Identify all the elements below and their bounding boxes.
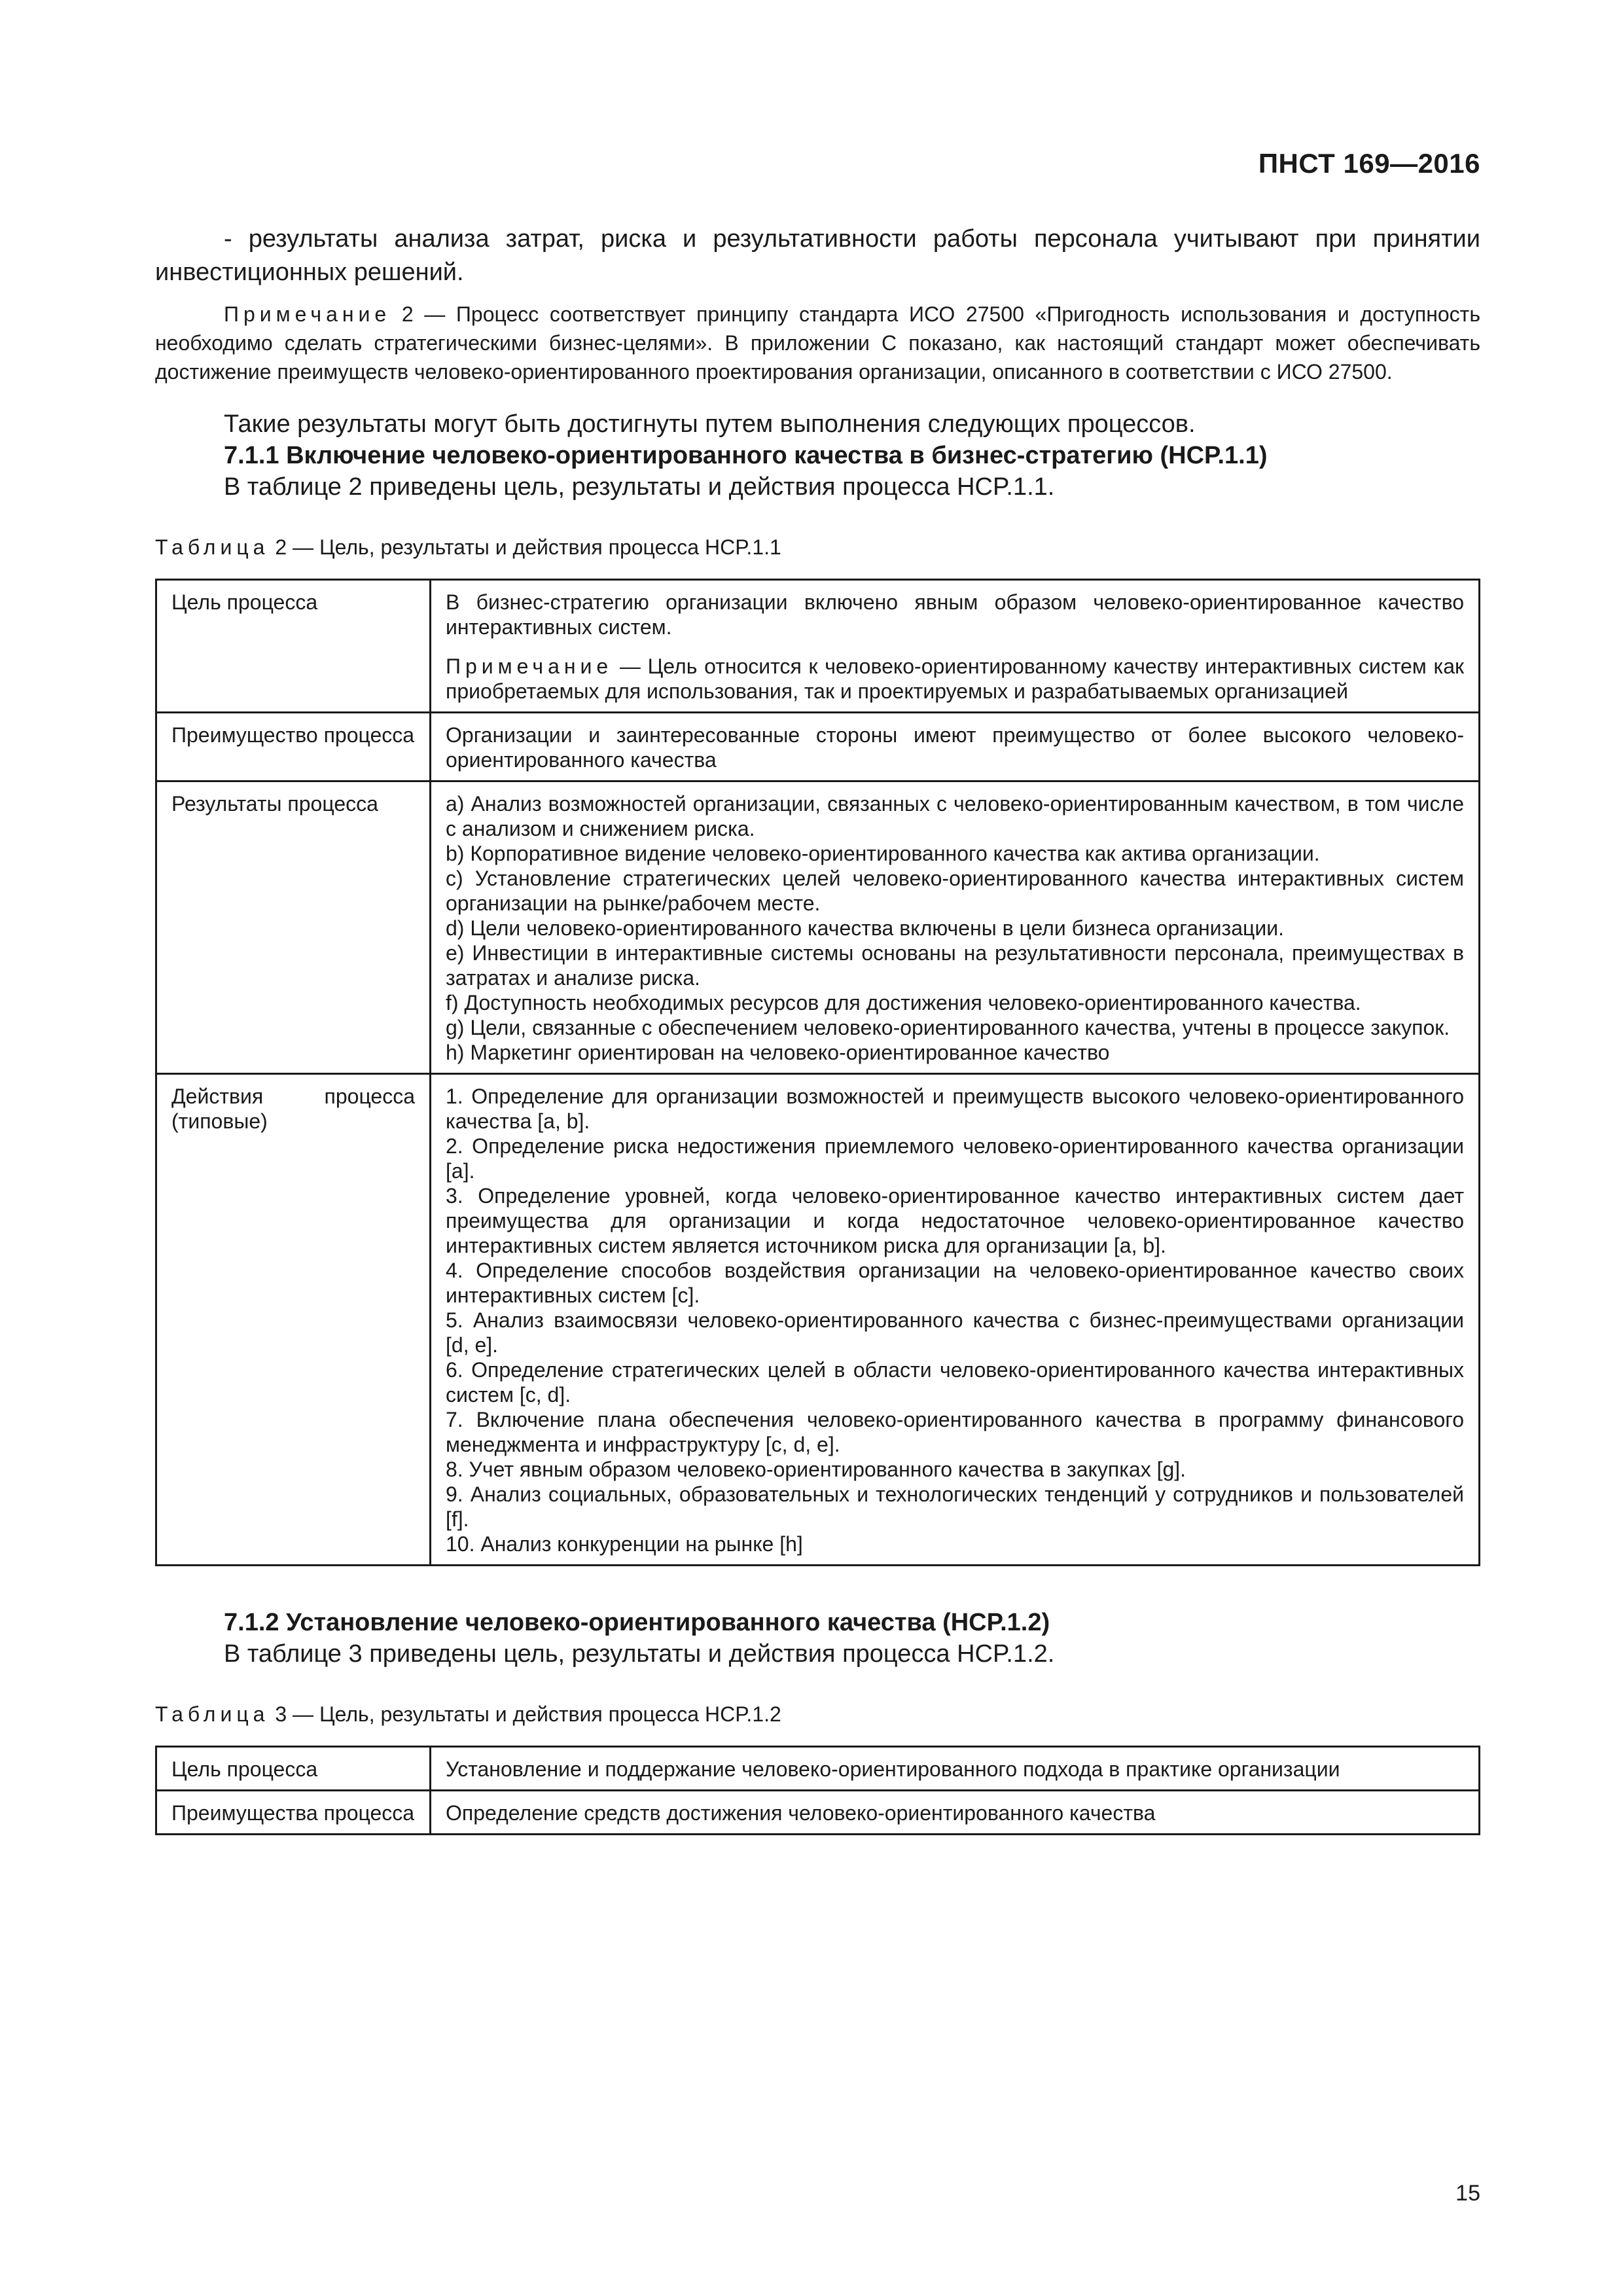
caption-label: Таблица	[155, 1702, 270, 1726]
row-label: Преимущество процесса	[156, 713, 431, 781]
note-label: Примечание	[224, 302, 391, 326]
row-value: Установление и поддержание человеко-ориентированного подхода в практике организации	[431, 1747, 1480, 1791]
row-value: Организации и заинтересованные стороны имеют преимущество от более высокого человеко-ориентированного качества	[431, 713, 1480, 781]
list-item: a) Анализ возможностей организации, связанных с человеко-ориентированным качеством, в том числе с анализом и снижением риска.	[446, 792, 1464, 840]
standard-code: ПНСТ 169—2016	[1258, 148, 1480, 179]
table-row	[156, 580, 1480, 713]
list-item: 2. Определение риска недостижения приемлемого человеко-ориентированного качества организации [a].	[446, 1134, 1464, 1183]
page-number: 15	[1455, 2181, 1480, 2206]
list-item: 5. Анализ взаимосвязи человеко-ориентированного качества с бизнес-преимуществами организации [d, e].	[446, 1308, 1464, 1357]
section-heading: 7.1.1 Включение человеко-ориентированного качества в бизнес-стратегию (HCP.1.1)	[224, 442, 1268, 469]
row-label: Цель процесса	[156, 1747, 431, 1791]
note-text: — Цель относится к человеко-ориентированному качеству интерактивных систем как приобретаемых для использования, так и проектируемых и разрабатываемых организацией	[446, 655, 1464, 703]
note-text: 2 — Процесс соответствует принципу стандарта ИСО 27500 «Пригодность использования и доступность необходимо сделать стратегическими бизнес-целями». В приложении С показано, как настоящий стандарт может обеспечивать достижение преимуществ человеко-ориентированного проектирования организации, описанного в соответствии с ИСО 27500.	[155, 302, 1480, 384]
actions-list	[431, 1074, 1480, 1566]
table-row	[156, 1791, 1480, 1835]
goal-note	[446, 654, 1464, 704]
process-table-hcp-1-2	[155, 1746, 1480, 1835]
section-heading: 7.1.2 Установление человеко-ориентированного качества (HCP.1.2)	[224, 1609, 1050, 1636]
list-item: b) Корпоративное видение человеко-ориентированного качества как актива организации.	[446, 842, 1320, 865]
intro-note	[155, 300, 1480, 386]
section-lead: В таблице 2 приведены цель, результаты и действия процесса HCP.1.1.	[224, 473, 1055, 501]
list-item: 4. Определение способов воздействия организации на человеко-ориентированное качество своих интерактивных систем [c].	[446, 1259, 1464, 1307]
section-7-1-2	[155, 1607, 1480, 1670]
caption-text: 2 — Цель, результаты и действия процесса HCP.1.1	[269, 535, 781, 559]
process-table-hcp-1-1	[155, 579, 1480, 1566]
row-label: Цель процесса	[156, 580, 431, 713]
table-caption	[155, 1700, 1480, 1729]
page-body	[155, 223, 1480, 1835]
goal-text: В бизнес-стратегию организации включено явным образом человеко-ориентированное качество интерактивных систем.	[446, 590, 1464, 639]
list-item: 7. Включение плана обеспечения человеко-ориентированного качества в программу финансового менеджмента и инфраструктуру [c, d, e].	[446, 1408, 1464, 1456]
caption-label: Таблица	[155, 535, 270, 559]
caption-text: 3 — Цель, результаты и действия процесса HCP.1.2	[269, 1702, 781, 1726]
table-caption	[155, 533, 1480, 562]
results-list	[431, 781, 1480, 1074]
list-item: 6. Определение стратегических целей в области человеко-ориентированного качества интерактивных систем [c, d].	[446, 1358, 1464, 1407]
list-item: c) Установление стратегических целей человеко-ориентированного качества интерактивных систем организации на рынке/рабочем месте.	[446, 867, 1464, 915]
section-7-1-1	[155, 408, 1480, 503]
list-item: e) Инвестиции в интерактивные системы основаны на результативности персонала, преимуществах в затратах и анализе риска.	[446, 941, 1464, 990]
list-item: 9. Анализ социальных, образовательных и технологических тенденций у сотрудников и пользователей [f].	[446, 1482, 1464, 1531]
table-row	[156, 781, 1480, 1074]
note-label: Примечание	[446, 655, 613, 678]
list-item: 3. Определение уровней, когда человеко-ориентированное качество интерактивных систем дает преимущества для организации и когда недостаточное человеко-ориентированное качество интерактивных систем является источником риска для организации [a, b].	[446, 1184, 1464, 1257]
row-value	[431, 580, 1480, 713]
table-row	[156, 713, 1480, 781]
list-item: h) Маркетинг ориентирован на человеко-ориентированное качество	[446, 1041, 1110, 1064]
table-row	[156, 1747, 1480, 1791]
list-item: f) Доступность необходимых ресурсов для достижения человеко-ориентированного качества.	[446, 991, 1361, 1014]
row-label: Действия процесса (типовые)	[156, 1074, 431, 1566]
list-item: 10. Анализ конкуренции на рынке [h]	[446, 1532, 803, 1556]
list-item: 1. Определение для организации возможностей и преимуществ высокого человеко-ориентированного качества [a, b].	[446, 1085, 1464, 1133]
section-lead: В таблице 3 приведены цель, результаты и действия процесса HCP.1.2.	[224, 1640, 1055, 1668]
table-row	[156, 1074, 1480, 1566]
row-label: Преимущества процесса	[156, 1791, 431, 1835]
list-item: 8. Учет явным образом человеко-ориентированного качества в закупках [g].	[446, 1458, 1186, 1481]
row-value: Определение средств достижения человеко-ориентированного качества	[431, 1791, 1480, 1835]
row-label: Результаты процесса	[156, 781, 431, 1074]
list-item: d) Цели человеко-ориентированного качества включены в цели бизнеса организации.	[446, 916, 1284, 940]
results-line: Такие результаты могут быть достигнуты путем выполнения следующих процессов.	[224, 410, 1196, 438]
intro-bullet: - результаты анализа затрат, риска и результативности работы персонала учитывают при принятии инвестиционных решений.	[155, 225, 1480, 286]
list-item: g) Цели, связанные с обеспечением человеко-ориентированного качества, учтены в процессе закупок.	[446, 1016, 1450, 1039]
